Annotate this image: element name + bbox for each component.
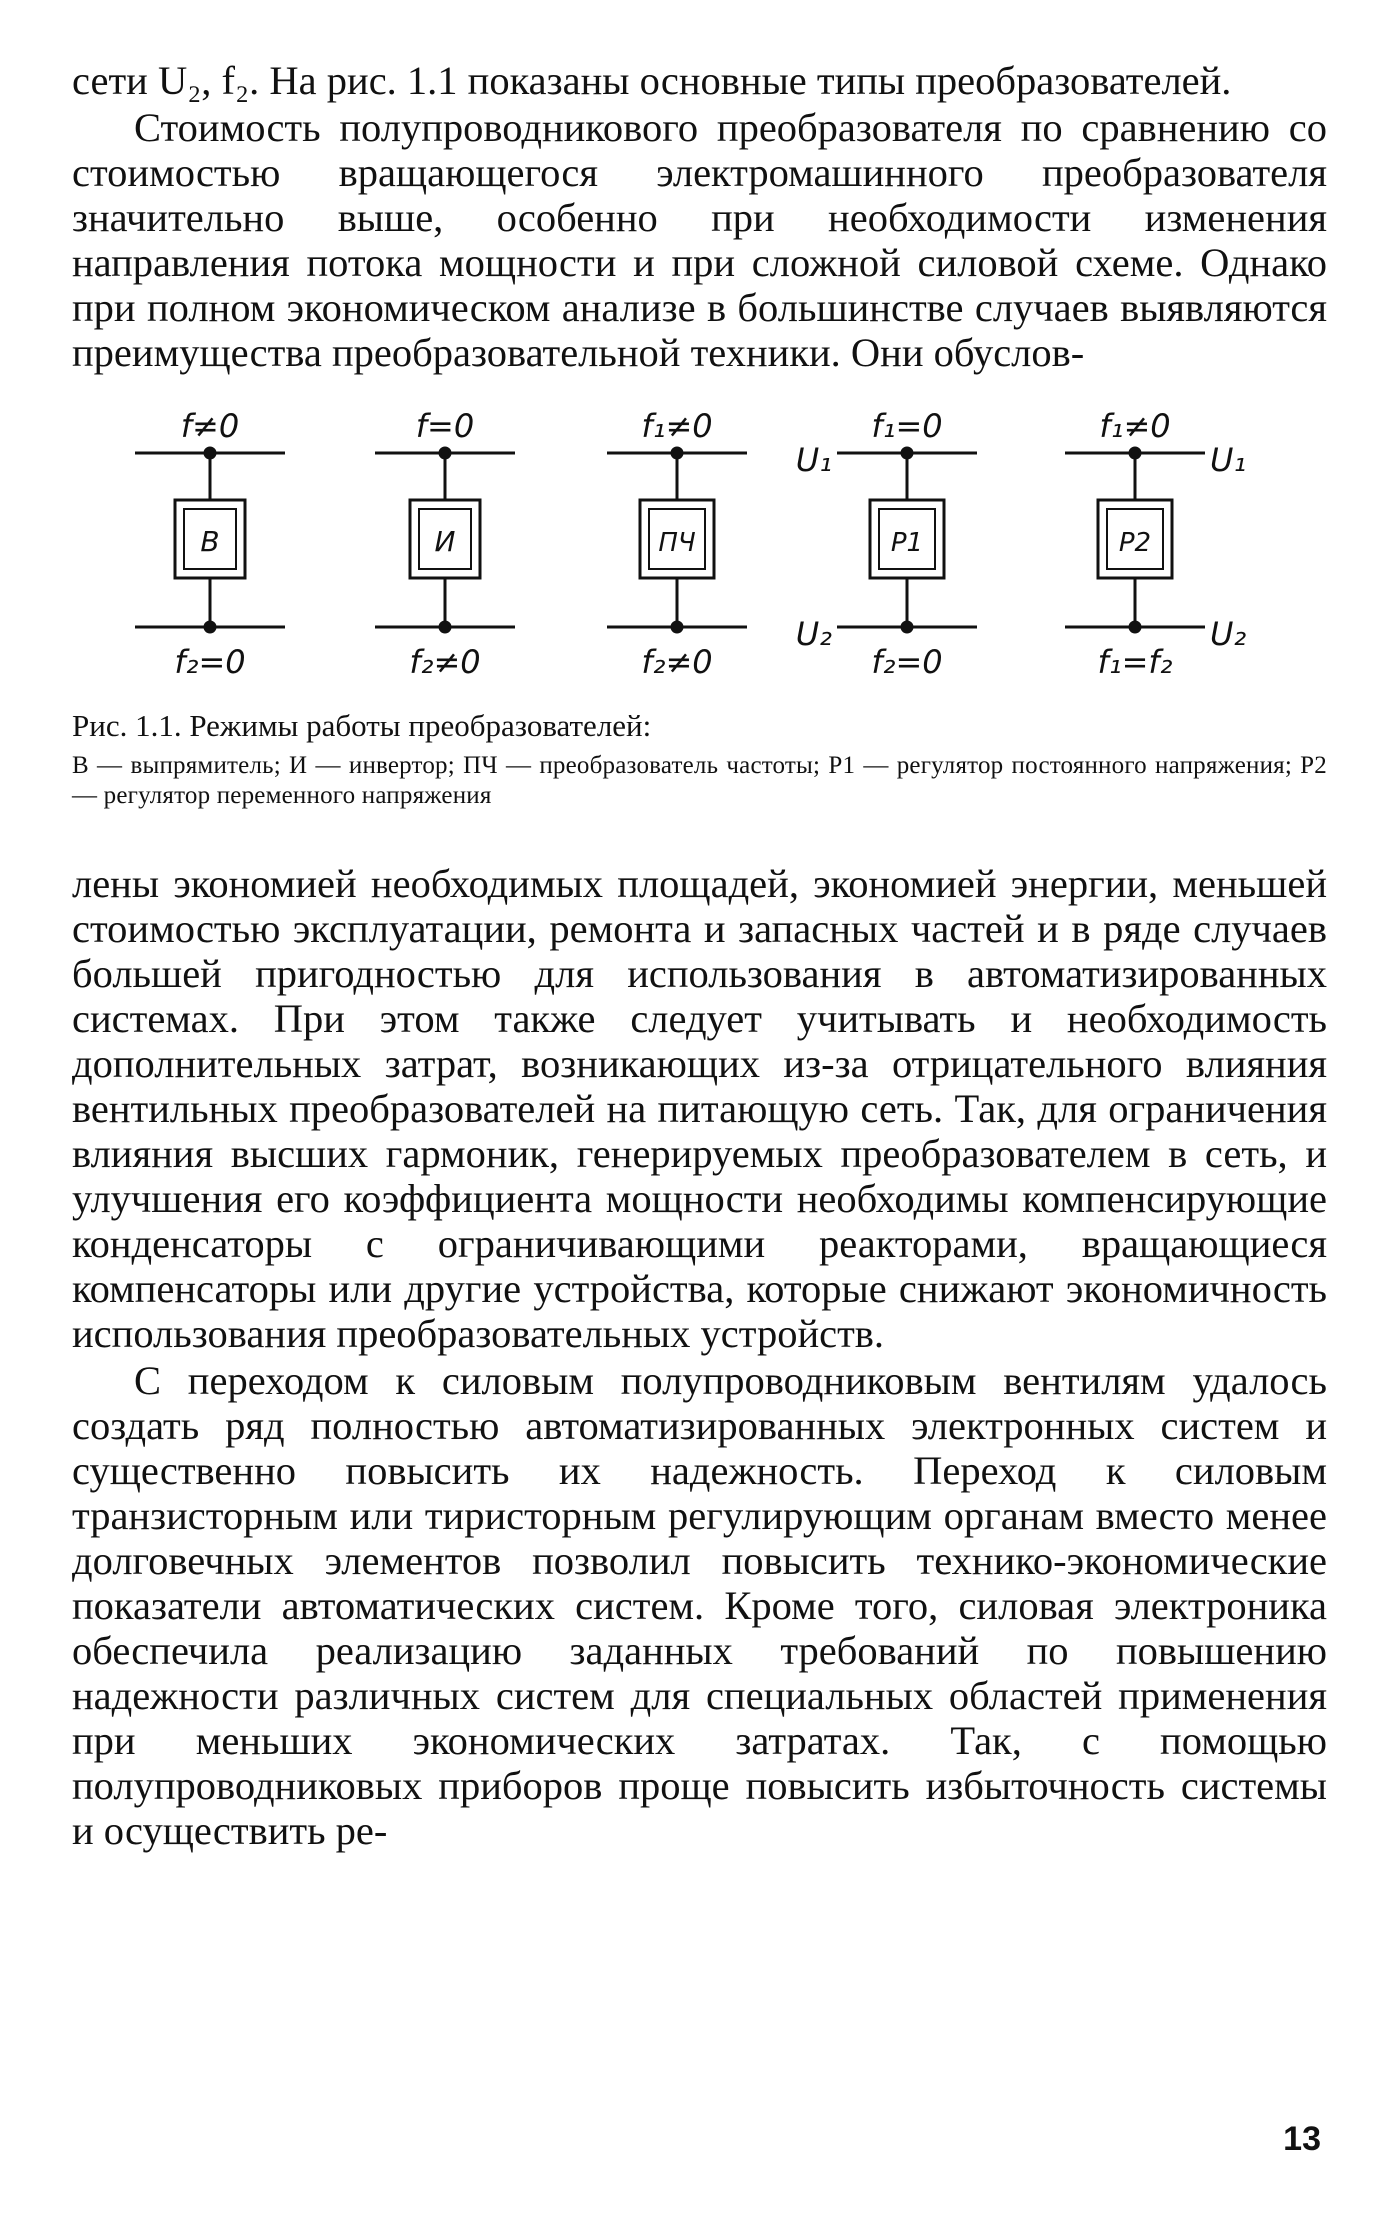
figure-caption: [72, 707, 1327, 811]
bottom-label-frequency-converter: f₂≠0: [641, 643, 713, 681]
block-label-rectifier: В: [200, 525, 220, 558]
paragraph-cost: Стоимость полупроводникового преобразователя по сравнению со стоимостью вращающегося электромашинного преобразователя значительно выше, особенно при необходимости изменения направления потока мощности и при сложной силовой схеме. Однако при полном экономическом анализе в большинстве случаев выявляются преимущества преобразовательной техники. Они обуслов-: [72, 105, 1327, 375]
page-number: 13: [1283, 2120, 1321, 2158]
bottom-label-inverter: f₂≠0: [409, 643, 481, 681]
voltage-label-u1-left: U₁: [795, 441, 832, 479]
block-label-inverter: И: [434, 525, 456, 558]
voltage-label-u2-left: U₂: [795, 615, 832, 653]
paragraph-transition: С переходом к силовым полупроводниковым вентилям удалось создать ряд полностью автоматизированных электронных систем и существенно повысить их надежность. Переход к силовым транзисторным или тиристорным регулирующим органам вместо менее долговечных элементов позволил повысить технико-экономические показатели автоматических систем. Кроме того, силовая электроника обеспечила реализацию заданных требований по повышению надежности различных систем для специальных областей применения при меньших экономических затратах. Так, с помощью полупроводниковых приборов проще повысить избыточность системы и осуществить ре-: [72, 1358, 1327, 1853]
top-label-dc-regulator: f₁=0: [871, 407, 943, 445]
caption-legend: В — выпрямитель; И — инвертор; ПЧ — преобразователь частоты; Р1 — регулятор постоянного напряжения; Р2 — регулятор переменного напряжения: [72, 752, 1327, 809]
caption-title: Рис. 1.1. Режимы работы преобразователей:: [72, 708, 652, 743]
bottom-label-rectifier: f₂=0: [174, 643, 246, 681]
bottom-label-dc-regulator: f₂=0: [871, 643, 943, 681]
converter-diagram: [72, 401, 1327, 701]
block-label-dc-regulator: Р1: [890, 528, 924, 558]
top-label-rectifier: f≠0: [180, 407, 240, 445]
figure-converter-modes: [72, 401, 1327, 811]
paragraph-intro: сети U₂, f₂. На рис. 1.1 показаны основные типы преобразователей.: [72, 58, 1232, 103]
top-label-frequency-converter: f₁≠0: [641, 407, 713, 445]
voltage-label-u2-right: U₂: [1210, 615, 1247, 653]
block-label-frequency-converter: ПЧ: [658, 528, 696, 558]
block-label-ac-regulator: Р2: [1118, 528, 1152, 558]
paragraph-continuation: лены экономией необходимых площадей, экономией энергии, меньшей стоимостью эксплуатации, ремонта и запасных частей и в ряде случаев большей пригодностью для использования в автоматизированных системах. При этом также следует учитывать и необходимость дополнительных затрат, возникающих из-за отрицательного влияния вентильных преобразователей на питающую сеть. Так, для ограничения влияния высших гармоник, генерируемых преобразователем в сеть, и улучшения его коэффициента мощности необходимы компенсирующие конденсаторы с ограничивающими реакторами, вращающиеся компенсаторы или другие устройства, которые снижают экономичность использования преобразовательных устройств.: [72, 861, 1327, 1356]
top-label-ac-regulator: f₁≠0: [1099, 407, 1171, 445]
voltage-label-u1-right: U₁: [1210, 441, 1247, 479]
top-label-inverter: f=0: [415, 407, 475, 445]
bottom-label-ac-regulator: f₁=f₂: [1097, 643, 1173, 681]
